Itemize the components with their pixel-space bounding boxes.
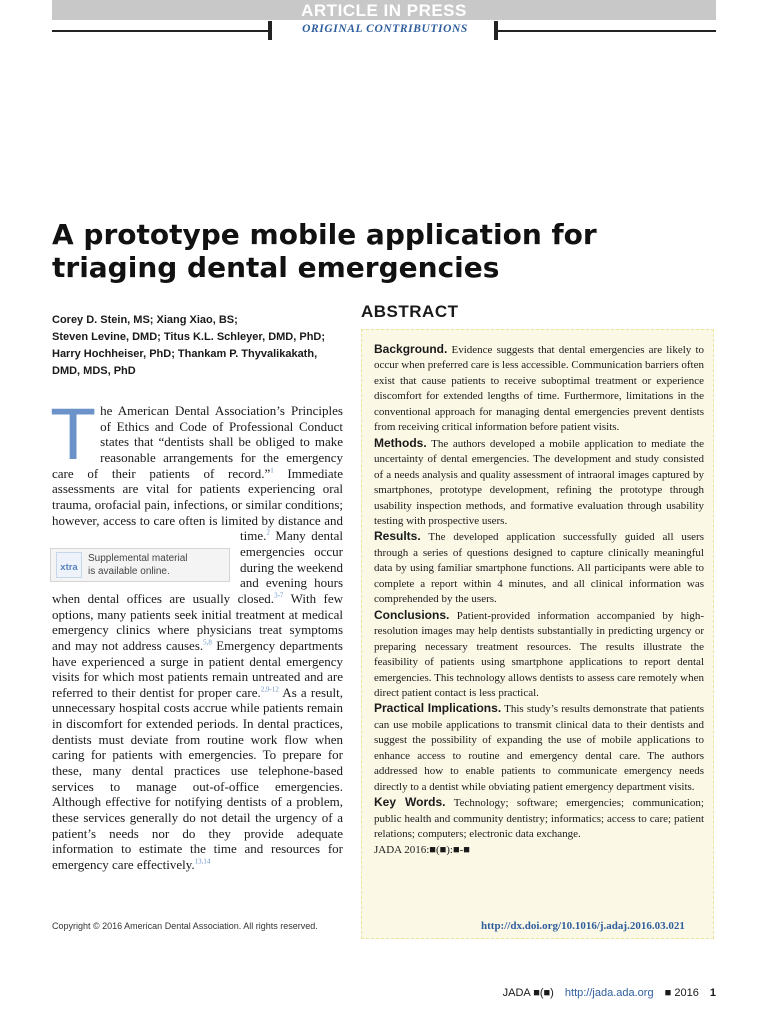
author-line: Steven Levine, DMD; Titus K.L. Schleyer, DMD, PhD; bbox=[52, 331, 326, 343]
article-in-press-banner: ARTICLE IN PRESS bbox=[52, 0, 716, 20]
abstract-paragraph: The developed application successfully guided all users through a series of questions designed to capture clinically meaningful data by using familiar smartphone functions. All participants were able to complete a report within 4 minutes, and all clinical information was comprehended by the users. bbox=[374, 531, 704, 606]
page-number: 1 bbox=[709, 987, 716, 999]
header-rule-right bbox=[497, 30, 716, 32]
author-line: Harry Hochheiser, PhD; Thankam P. Thyvalikakath, bbox=[52, 348, 318, 360]
header-rule-left bbox=[52, 30, 270, 32]
footer-url-link[interactable]: http://jada.ada.org bbox=[564, 987, 654, 999]
abstract-paragraph: Evidence suggests that dental emergencies are likely to occur when preferred care is less accessible. Communication barriers often exist that cause patients to receive suboptimal treatment or experience discomfort for extended lengths of time. Furthermore, limitations in the conventional approach for managing dental emergencies prevent dentists from receiving critical information before patient visits. bbox=[374, 344, 705, 434]
abstract-text bbox=[374, 342, 704, 858]
abstract-label: Results. bbox=[374, 529, 421, 544]
citation[interactable]: 2,9-12 bbox=[260, 685, 279, 694]
abstract-results bbox=[374, 529, 704, 607]
author-line: Corey D. Stein, MS; Xiang Xiao, BS; bbox=[52, 314, 238, 326]
abstract-label: Methods. bbox=[374, 435, 427, 450]
supplemental-text bbox=[88, 552, 188, 578]
citation[interactable]: 1 bbox=[270, 466, 274, 475]
author-list bbox=[52, 312, 352, 380]
footer-journal: JADA ■(■) bbox=[502, 987, 554, 999]
section-label: ORIGINAL CONTRIBUTIONS bbox=[302, 23, 468, 35]
body-text-segment: With few options, many patients seek initial treatment at medical emergency clinics where physicians treat symptoms and may not address causes. bbox=[52, 590, 343, 653]
abstract-paragraph: Patient-provided information accompanied by high-resolution images may help dentists substantially in predicting urgency or preparing necessary treatment resources. The results illustrate the feasibility of patients using smartphone applications to report dental emergencies. This technology allows dentists to assess care remotely when direct patient contact is less practical. bbox=[374, 609, 704, 699]
abstract-methods bbox=[374, 436, 704, 530]
abstract-conclusions bbox=[374, 608, 704, 702]
citation[interactable]: 5,8 bbox=[203, 638, 212, 647]
citation[interactable]: 2 bbox=[266, 528, 270, 537]
body-text-segment: Immediate assessments are vital for patients experiencing oral trauma, orofacial pain, infections, or similar conditions; however, access to care often is limited by distance and time. bbox=[52, 465, 343, 544]
author-line: DMD, MDS, PhD bbox=[52, 365, 136, 377]
header-tick-right bbox=[494, 21, 498, 40]
abstract-label: Key Words. bbox=[374, 795, 446, 810]
supplemental-callout bbox=[50, 540, 236, 587]
supplemental-line: Supplemental material bbox=[88, 553, 188, 565]
body-text-segment: Emergency departments have experienced a surge in patient dental emergency visits for which most patients remain untreated and are referred to their dentist for proper care. bbox=[52, 637, 343, 700]
abstract-label: Background. bbox=[374, 342, 448, 356]
article-title bbox=[52, 218, 692, 284]
header-tick-left bbox=[268, 21, 272, 40]
copyright-notice: Copyright © 2016 American Dental Association. All rights reserved. bbox=[52, 921, 318, 931]
body-text-segment: As a result, unnecessary hospital costs accrue while patients remain in discomfort for extended periods. In dental practices, dentists must deviate from routine work flow when caring for patients with emergencies. To prepare for these, many dental practices use telephone-based services to manage out-of-office emergencies. Although effective for notifying dentists of a problem, these services generally do not detail the urgency of a patient’s needs nor do they provide adequate information to estimate the time and resources for emergency care effectively. bbox=[52, 684, 343, 873]
citation[interactable]: 13,14 bbox=[194, 857, 211, 866]
body-text-segment: he American Dental Association’s Principles of Ethics and Code of Professional Conduct states that “dentists shall be obliged to make reasonable arrangements for the emergency care of their patients of record.” bbox=[52, 403, 343, 481]
doi-link[interactable]: http://dx.doi.org/10.1016/j.adaj.2016.03.021 bbox=[481, 920, 685, 932]
xtra-icon: xtra bbox=[56, 552, 82, 578]
body-text bbox=[52, 396, 343, 873]
drop-cap: T bbox=[52, 396, 95, 476]
supplemental-line: is available online. bbox=[88, 566, 170, 578]
supplemental-box[interactable] bbox=[50, 548, 230, 582]
abstract-key-words bbox=[374, 795, 704, 842]
page-footer bbox=[503, 987, 716, 999]
abstract-practical-implications bbox=[374, 701, 704, 795]
abstract-paragraph: The authors developed a mobile application to mediate the uncertainty of dental emergencies. The development and study consisted of a needs analysis and quality assessment of intraoral images captured by smartphones, prototype development, refining the prototype through usability inspection methods, and formative evaluation through usability testing with prospective users. bbox=[374, 437, 704, 527]
abstract-label: Conclusions. bbox=[374, 607, 450, 622]
body-text-segment: Many dental emergencies occur during the weekend and evening hours when dental offices are usually closed. bbox=[52, 528, 343, 606]
abstract-label: Practical Implications. bbox=[374, 701, 502, 716]
footer-date: ■ 2016 bbox=[664, 987, 699, 999]
citation[interactable]: 3-7 bbox=[274, 591, 284, 600]
journal-reference: JADA 2016:■(■):■-■ bbox=[374, 843, 470, 856]
title-line-1: A prototype mobile application for bbox=[52, 218, 597, 251]
abstract-paragraph: Technology; software; emergencies; communication; public health and community dentistry; informatics; access to care; patient relations; computers; electronic data exchange. bbox=[374, 797, 704, 841]
title-line-2: triaging dental emergencies bbox=[52, 251, 500, 284]
body-paragraph bbox=[52, 396, 343, 873]
abstract-paragraph: This study’s results demonstrate that patients can use mobile applications to transmit clinical data to their dentists and suggest the possibility of expanding the use of mobile applications to enhance access to routine and emergency dental care. The authors addressed how to enable patients to communicate emergency needs directly to a dentist while obviating patient emergency department visits. bbox=[374, 703, 704, 793]
abstract-background bbox=[374, 342, 704, 436]
abstract-heading: ABSTRACT bbox=[361, 302, 459, 321]
